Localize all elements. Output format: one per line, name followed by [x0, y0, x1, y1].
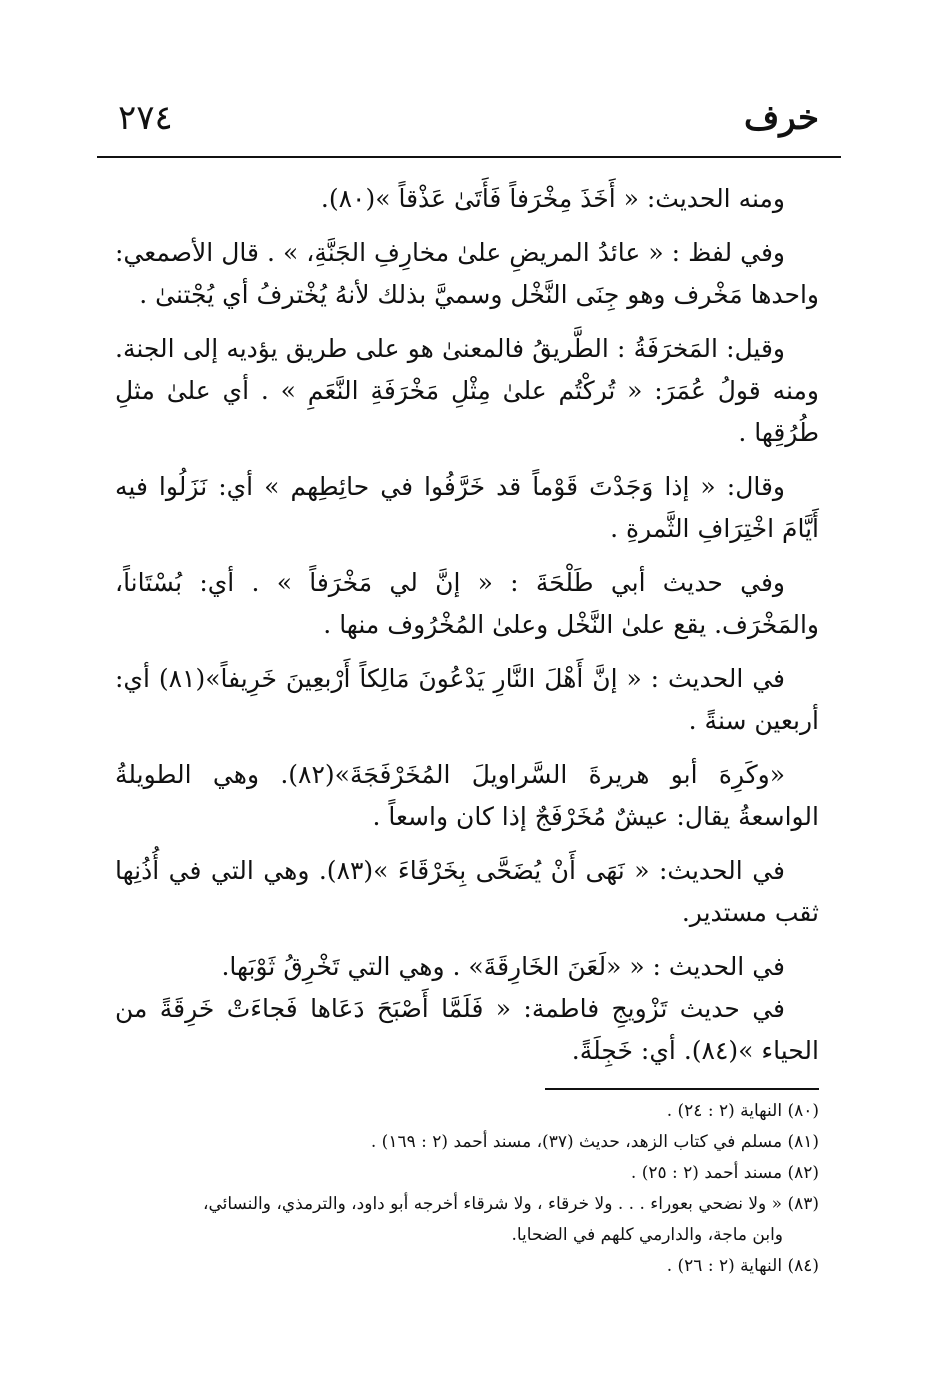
paragraph: وقيل: المَخرَفَةُ : الطَّريقُ فالمعنىٰ هو على طريق يؤديه إلى الجنة. ومنه قولُ عُمَرَ: « تُركْتُم علىٰ مِثْلِ مَخْرَفَةِ النَّعَمِ » . أي علىٰ مثلِ طُرُقِها .: [115, 334, 819, 447]
footnote: (٨٣) « ولا نضحي بعوراء . . . ولا خرقاء ، ولا شرقاء أخرجه أبو داود، والترمذي، والنسائي،: [202, 1194, 819, 1214]
paragraph: في الحديث: « نَهَى أَنْ يُضَحَّى بِخَرْقَاءَ »(٨٣). وهي التي في أُذُنِها ثقب مستدير.: [115, 856, 819, 927]
footnote: (٨٢) مسند أحمد (٢ : ٢٥) .: [630, 1163, 819, 1183]
paragraph: وفي لفظ : « عائدُ المريضِ علىٰ مخارِفِ الجَنَّةِ، » . قال الأصمعي: واحدها مَخْرف وهو جِنَى النَّخْل وسميَّ بذلك لأنهُ يُخْترفُ أي يُجْتنىٰ .: [115, 238, 819, 309]
footnote: (٨٤) النهاية (٢ : ٢٦) .: [666, 1256, 819, 1276]
footnotes: [109, 1096, 819, 1282]
footnote: (٨٠) النهاية (٢ : ٢٤) .: [666, 1101, 819, 1121]
paragraph: في الحديث : « «لَعَنَ الخَارِقَةَ» . وهي التي تَخْرِقُ ثَوْبَها.: [221, 952, 785, 981]
header-rule: [97, 156, 841, 158]
paragraph: وقال: « إذا وَجَدْتَ قَوْماً قد خَرَّفُوا في حائِطِهم » أي: نَزَلُوا فيه أَيَّامَ اخْتِرَافِ الثَّمرةِ .: [115, 472, 819, 543]
paragraph: في الحديث : « إنَّ أَهْلَ النَّارِ يَدْعُونَ مَالِكاً أَرْبعِينَ خَرِيفاً»(٨١) أي: أربعين سنةً .: [115, 664, 819, 735]
paragraph: وفي حديث أبي طَلْحَةَ : « إنَّ لي مَخْرَفاً » . أي: بُسْتَاناً، والمَخْرَف. يقع علىٰ النَّخْل وعلىٰ المُخْرُوف منها .: [115, 568, 819, 639]
footnote-continuation: وابن ماجة، والدارمي كلهم في الضحايا.: [511, 1225, 783, 1245]
page-number: ٢٧٤: [118, 98, 173, 138]
running-head-word: خرف: [743, 98, 819, 138]
paragraph: في حديث تَزْويجِ فاطمة: « فَلَمَّا أَصْبَحَ دَعَاها فَجاءَتْ خَرِقَةً من الحياء »(٨٤). أي: خَجِلَةً.: [115, 994, 819, 1065]
footnote: (٨١) مسلم في كتاب الزهد، حديث (٣٧)، مسند أحمد (٢ : ١٦٩) .: [370, 1132, 819, 1152]
paragraph: ومنه الحديث: « أَخَذَ مِخْرَفاً فَأَتَىٰ عَذْقاً »(٨٠).: [320, 184, 785, 213]
body-text: [115, 178, 819, 1072]
footnote-rule: [545, 1088, 819, 1090]
paragraph: «وكَرِهَ أبو هريرةَ السَّراويلَ المُخَرْفَجَةَ»(٨٢). وهي الطويلةُ الواسعةُ يقال: عيشٌ مُخَرْفَجٌ إذا كان واسعاً .: [115, 760, 819, 831]
